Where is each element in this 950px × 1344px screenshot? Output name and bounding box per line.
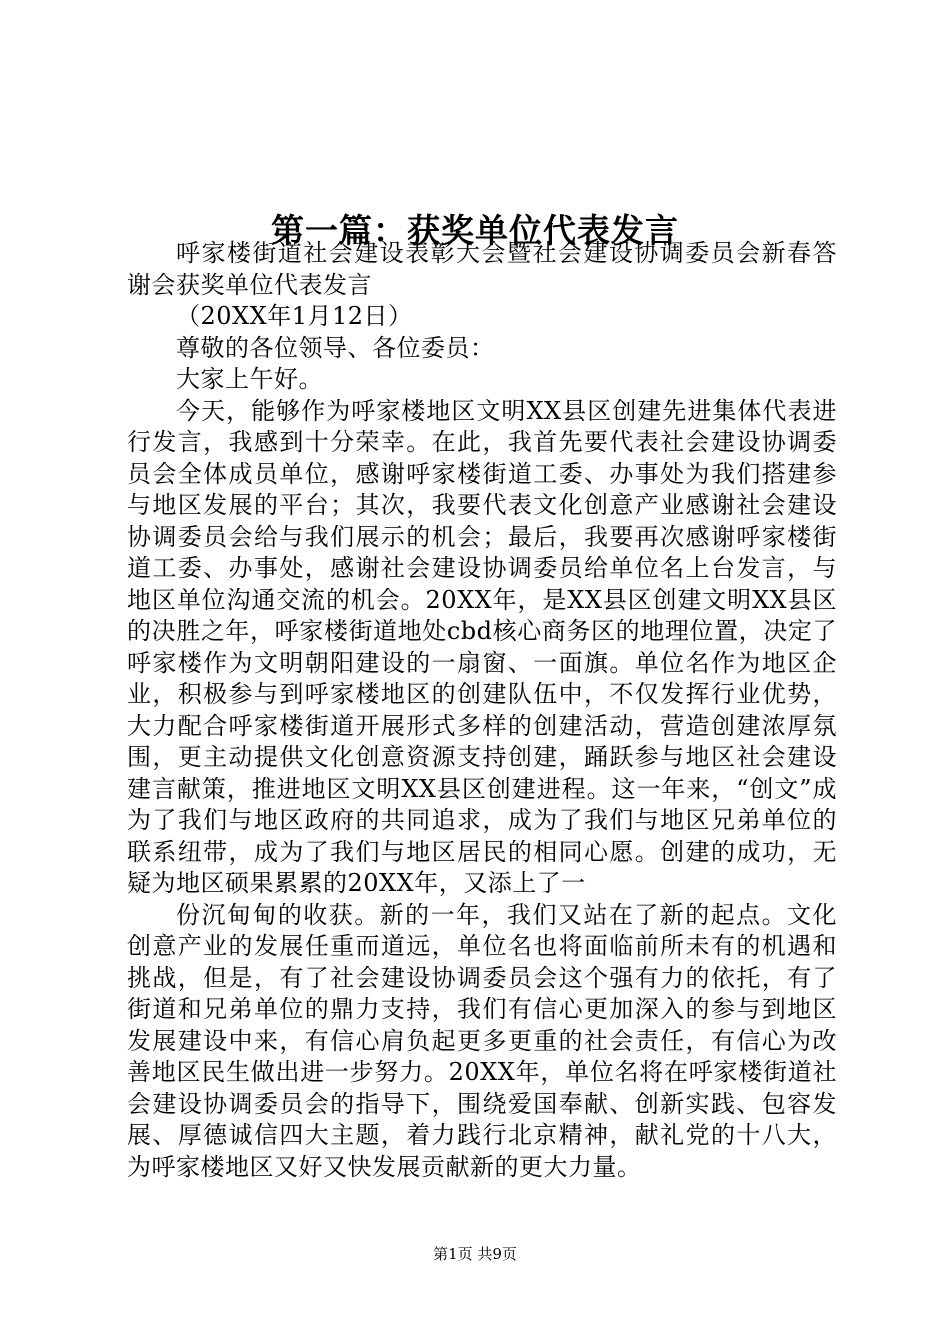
greeting-paragraph: 大家上午好。 bbox=[176, 365, 323, 393]
document-body bbox=[127, 238, 837, 1183]
subtitle-paragraph: 呼家楼街道社会建设表彰大会暨社会建设协调委员会新春答谢会获奖单位代表发言 bbox=[127, 239, 837, 299]
page-indicator: 第1页 共9页 bbox=[433, 1245, 517, 1263]
salutation-paragraph: 尊敬的各位领导、各位委员： bbox=[176, 333, 495, 362]
document-title: 第一篇：获奖单位代表发言 bbox=[271, 211, 679, 251]
body-paragraph: 今天，能够作为呼家楼地区文明XX县区创建先进集体代表进行发言，我感到十分荣幸。在此，我首先要代表社会建设协调委员会全体成员单位，感谢呼家楼街道工委、办事处为我们搭建参与地区发展的平台；其次，我要代表文化创意产业感谢社会建设协调委员会给与我们展示的机会；最后，我要再次感谢呼家楼街道工委、办事处，感谢社会建设协调委员给单位名上台发言，与地区单位沟通交流的机会。20XX年，是XX县区创建文明XX县区的决胜之年，呼家楼街道地处cbd核心商务区的地理位置，决定了呼家楼作为文明朝阳建设的一扇窗、一面旗。单位名作为地区企业，积极参与到呼家楼地区的创建队伍中，不仅发挥行业优势，大力配合呼家楼街道开展形式多样的创建活动，营造创建浓厚氛围，更主动提供文化创意资源支持创建，踊跃参与地区社会建设建言献策，推进地区文明XX县区创建进程。这一年来，“创文”成为了我们与地区政府的共同追求，成为了我们与地区兄弟单位的联系纽带，成为了我们与地区居民的相同心愿。创建的成功，无疑为地区硕果累累的20XX年，又添上了一 bbox=[127, 396, 837, 897]
date-paragraph: （20XX年1月12日） bbox=[176, 302, 413, 330]
page-footer bbox=[0, 1244, 950, 1264]
body-paragraph: 份沉甸甸的收获。新的一年，我们又站在了新的起点。文化创意产业的发展任重而道远，单位名也将面临前所未有的机遇和挑战，但是，有了社会建设协调委员会这个强有力的依托，有了街道和兄弟单位的鼎力支持，我们有信心更加深入的参与到地区发展建设中来，有信心肩负起更多更重的社会责任，有信心为改善地区民生做出进一步努力。20XX年，单位名将在呼家楼街道社会建设协调委员会的指导下，围绕爱国奉献、创新实践、包容发展、厚德诚信四大主题，着力践行北京精神，献礼党的十八大，为呼家楼地区又好又快发展贡献新的更大力量。 bbox=[127, 900, 837, 1181]
